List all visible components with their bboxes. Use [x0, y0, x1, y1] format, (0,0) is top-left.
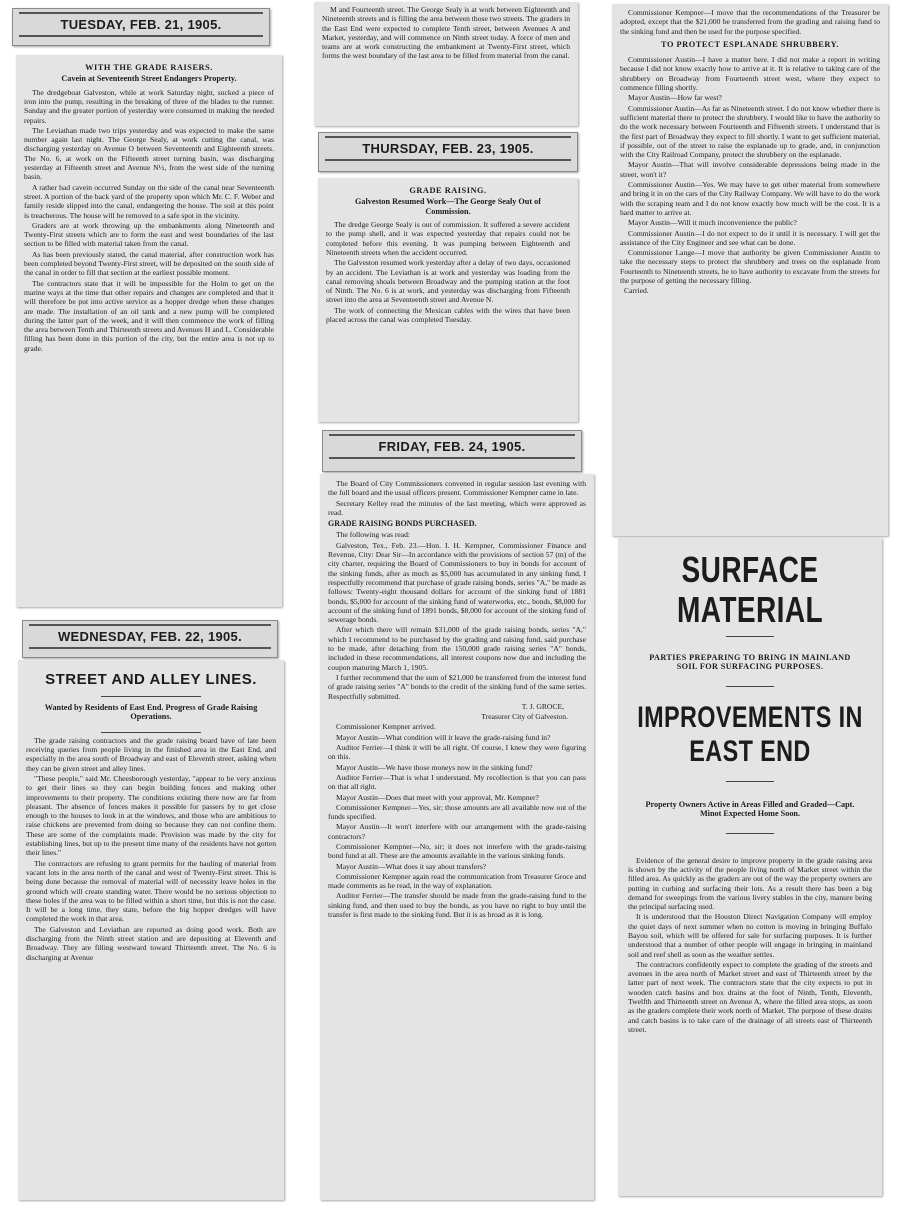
paragraph: It is understood that the Houston Direct Navigation Company will employ the quiet days of next summer when no cotton is moving in bringing Buffalo Bayou soil, which will be offered for sale for surfacing purposes. It is further understood that a number of other people will engage in bringing in mainland soil and reef shell as soon as the weather settles.	[628, 912, 872, 959]
paragraph: Mayor Austin—That will involve considerable depressions being made in the street, won't it?	[620, 160, 880, 179]
paragraph: The Board of City Commissioners convened in regular session last evening with the full board and the usual officers present. Commissioner Kempner came in late.	[328, 479, 586, 498]
paragraph: Secretary Kelley read the minutes of the last meeting, which were approved as read.	[328, 498, 586, 517]
paragraph: Commissioner Kempner—Yes, sir; those amounts are all available now out of the funds specified.	[328, 802, 586, 822]
paragraph: Mayor Austin—How far west?	[628, 93, 722, 103]
divider	[726, 686, 775, 687]
article-headline: SURFACE MATERIAL	[676, 549, 824, 630]
section-heading: GRADE RAISING BONDS PURCHASED.	[328, 519, 477, 529]
paragraph: Mayor Austin—Does that meet with your approval, Mr. Kempner?	[336, 792, 539, 802]
date-header-text: FRIDAY, FEB. 24, 1905.	[329, 434, 575, 459]
paragraph: Galveston, Tex., Feb. 23.—Hon. I. H. Kempner, Commissioner Finance and Revenue, City: Dear Sir—In accordance with the provisions of section 57 (m) of the city charter, requiring the Board of Commissioners to buy in bonds for account of the sinking funds, after as much as $5,000 has accumulated in any sinking fund, I respectfully recommend that purchase of grade raising bonds, series "A," be made as follows: Twenty-eight thousand dollars for account of the sinking fund of 1881 bonds, $5,000 for account of the sinking fund of waterworks, etc., bonds, $8,000 for account of the sinking fund of 1891 bonds, $8,000 for account of the sinking fund of sewerage bonds.	[328, 540, 586, 625]
divider	[726, 781, 775, 782]
paragraph: The contractors are refusing to grant permits for the hauling of material from vacant lots in the area north of the canal and west of Twenty-First street. This is being done because the removal of material will of necessity leave holes in the ground which will create standing water. There would be no serious objection to these holes if the area was to be filled within a short time, but this is not the case. It will be a long time, they state, before the big hopper dredges will have completed the work in that area.	[26, 858, 276, 924]
article-grade-raisers	[16, 55, 282, 607]
paragraph: Graders are at work throwing up the embankments along Nineteenth and Twenty-First streets which are to form the east and west boundaries of the last section to be filled with material taken from the canal.	[24, 220, 274, 249]
paragraph: Commissioner Austin—Yes. We may have to get other material from somewhere and bring it in on the cars of the City Railway Company. We will have to do the work with the scraping team and I do not know exactly how much will be the cost. It is a hard matter to arrive at.	[620, 180, 880, 217]
article-esplanade-shrubbery	[612, 4, 888, 536]
signature-title: Treasurer City of Galveston.	[481, 712, 568, 722]
article-subheadline: Cavein at Seventeenth Street Endangers Property.	[61, 74, 237, 84]
article-street-alley-lines	[18, 660, 284, 1200]
article-subheadline: Property Owners Active in Areas Filled and Graded—Capt. Minot Expected Home Soon.	[645, 799, 855, 819]
divider	[726, 636, 775, 637]
article-surface-material	[618, 538, 882, 1196]
paragraph: Auditor Ferrier—The transfer should be made from the grade-raising fund to the sinking fund, and then used to buy the bonds, as you have no right to buy until the transfer is first made to the sinking fund. But it is as broad as it is long.	[328, 891, 586, 920]
paragraph: Commissioner Austin—I have a matter here. I did not make a report in writing because I did not know exactly how to arrive at it. It is relative to taking care of the shrubbery on Broadway from Fourteenth street west, where they expect to commence filling shortly.	[620, 55, 880, 93]
paragraph: Auditor Ferrier—That is what I understand. My recollection is that you can pass on that all right.	[328, 772, 586, 792]
article-headline: IMPROVEMENTS IN EAST END	[637, 700, 863, 768]
article-headline: GRADE RAISING.	[409, 186, 487, 195]
divider	[726, 833, 775, 834]
paragraph: Carried.	[624, 286, 649, 296]
date-header-tuesday	[12, 8, 270, 46]
article-continued-top	[314, 2, 578, 126]
paragraph: The grade raising contractors and the grade raising board have of late been receiving queries from people living in the finished area in the East End, and especially in the area south of Broadway and east of Eleventh street, asking when they can be given street and alley lines.	[26, 735, 276, 773]
article-grade-raising	[318, 178, 578, 422]
paragraph: The Leviathan made two trips yesterday and was expected to make the same number again last night. The George Sealy, at work cutting the canal, was discharging yesterday on Avenue O between Seventeenth and Eighteenth streets. The No. 6, at work on the Fifteenth street turning basin, was discharging yesterday at Fifteenth street and Avenue N½, from the west side of the turning basin.	[24, 125, 274, 182]
paragraph: The dredge George Sealy is out of commission. It suffered a severe accident to the pump shell, and it was expected yesterday that repairs could not be completed before this evening. It was pumping between Eighteenth and Nineteenth streets when the accident occurred.	[326, 220, 570, 257]
paragraph: Commissioner Austin—As far as Nineteenth street. I do not know whether there is sufficient material there to protect the shrubbery. I would like to have the authority to do the work necessary between Fourteenth and Fifteenth streets. I understand that is the first part of Broadway they expect to fill shortly. I want to get sufficient material, if possible, out of the street to raise the esplanade up to grade, and, in conjunction with the City Railroad Company, protect the shrubbery on the esplanade.	[620, 103, 880, 160]
paragraph: Mayor Austin—It won't interfere with our arrangement with the grade-raising contractors?	[328, 822, 586, 841]
paragraph: Mayor Austin—We have those moneys now in the sinking fund?	[336, 762, 533, 772]
date-header-text: WEDNESDAY, FEB. 22, 1905.	[29, 624, 271, 649]
paragraph: Commissioner Kempner arrived.	[336, 722, 436, 732]
date-header-thursday	[318, 132, 578, 172]
paragraph: M and Fourteenth street. The George Sealy is at work between Eighteenth and Nineteenth streets and is filling the area between those two streets. The graders in the East End were expected to complete Tenth street, between Avenues A and Market, yesterday, and will commence on Ninth street today. A force of men and teams are at work constructing the embankment at Twenty-First street, which forms the west boundary of the last area to be filled from material from the canal.	[322, 5, 570, 61]
article-city-commissioners	[320, 474, 594, 1200]
paragraph: After which there will remain $31,000 of the grade raising bonds, series "A," which I recommend to be purchased by the grading and raising fund, said purchase to be made, after detaching from the 150,000 grade raising series "A" bonds, included in these recommendations, all interest coupons now due and including the coupon maturing March 1, 1905.	[328, 625, 586, 672]
date-header-friday	[322, 430, 582, 472]
paragraph: Mayor Austin—What does it say about transfers?	[336, 861, 487, 871]
paragraph: The Galveston and Leviathan are reported as doing good work. Both are discharging from the Ninth street station and are depositing at Eleventh and Broadway. They are filling westward toward Thirteenth street. The No. 6 is discharging at Avenue	[26, 924, 276, 962]
paragraph: Mayor Austin—Will it much inconvenience the public?	[628, 218, 797, 228]
article-subheadline: Wanted by Residents of East End. Progress of Grade Raising Operations.	[44, 703, 258, 722]
article-subheadline: PARTIES PREPARING TO BRING IN MAINLAND SOIL FOR SURFACING PURPOSES.	[649, 653, 851, 672]
paragraph: Commissioner Lange—I move that authority be given Commissioner Austin to take the necessary steps to protect the shrubbery and trees on the esplanade from Fourteenth to Nineteenth streets, he to have authority to excavate from the streets for the purpose of getting the necessary filling.	[620, 248, 880, 286]
paragraph: Evidence of the general desire to improve property in the grade raising area is shown by the activity of the people living north of Market street within the filled area. As quickly as the graders are out of the way the property owners are putting in curbing and surfacing their lots. As a result there has been a big demand for sweepings from the various livery stables in the city, manure being the principal surfacing used.	[628, 855, 872, 912]
article-headline: WITH THE GRADE RAISERS.	[85, 63, 213, 72]
date-header-text: THURSDAY, FEB. 23, 1905.	[325, 136, 571, 161]
signature-name: T. J. GROCE,	[521, 701, 564, 711]
paragraph: Commissioner Kempner—I move that the recommendations of the Treasurer be adopted, except that the $21,000 be transferred from the grading and raising fund to the sinking fund and then be used for the purpose specified.	[620, 8, 880, 36]
paragraph: Commissioner Kempner—No, sir; it does not interfere with the grade-raising bond fund at all. These are the amounts available in the various sinking funds.	[328, 841, 586, 861]
section-heading: TO PROTECT ESPLANADE SHRUBBERY.	[661, 39, 839, 49]
paragraph: Commissioner Kempner again read the communication from Treasurer Groce and made comments as he read, in the way of explanation.	[328, 871, 586, 891]
paragraph: Auditor Ferrier—I think it will be all right. Of course, I knew they were figuring on this.	[328, 743, 586, 762]
date-header-text: TUESDAY, FEB. 21, 1905.	[19, 12, 263, 37]
divider	[101, 696, 201, 697]
paragraph: A rather bad cavein occurred Sunday on the side of the canal near Seventeenth street. A portion of the back yard of the property upon which Mr. C. F. Weber and family reside slipped into the canal, endangering the house. The soil at this point is treacherous. The house will be removed to a safe spot in the vicinity.	[24, 182, 274, 220]
paragraph: "These people," said Mr. Cheesborough yesterday, "appear to be very anxious to get their lines so they can begin building fences and making other improvements to their property. The conditions existing there now are far from pleasant. The absence of fences makes it possible for passers by to get close enough to the houses to look in at the windows, and those who are ambitious to raise chickens are prevented from doing so because they can not confine them. These are some of the complaints made. Provision was made by the city for establishing lines, but up to the present time many of the residents have not gotten their lines."	[26, 774, 276, 858]
paragraph: The following was read:	[336, 530, 411, 540]
paragraph: Commissioner Austin—I do not expect to do it until it is necessary. I will get the assistance of the City Engineer and see what can be done.	[620, 228, 880, 247]
paragraph: The contractors state that it will be impossible for the Holm to get on the marine ways at the time that other repairs and changes are completed and that it will therefore be put into active service as a hopper dredge when these changes are made. The installation of an oil tank and a new pump will be completed during the latter part of the week, and it will then commence the work of filling the area between Tenth and Thirteenth streets and Avenues H and L. Considerable filling has been done in this portion of the city, but the entire area is not up to grade.	[24, 278, 274, 353]
article-subheadline: Galveston Resumed Work—The George Sealy Out of Commission.	[355, 197, 541, 216]
date-header-wednesday	[22, 620, 278, 658]
paragraph: I further recommend that the sum of $21,000 be transferred from the interest fund of grade raising series "A" bonds to the credit of the sinking fund of the same series. Respectfully submitted.	[328, 672, 586, 701]
divider	[101, 732, 201, 733]
paragraph: The dredgeboat Galveston, while at work Saturday night, sucked a piece of iron into the pump, resulting in the breaking of three of the blades to the runner. Sunday and the greater portion of yesterday were consumed in making the needed repairs.	[24, 87, 274, 125]
article-headline: STREET AND ALLEY LINES.	[45, 671, 257, 688]
paragraph: The contractors confidently expect to complete the grading of the streets and avenues in the area north of Market street and east of Thirteenth street by the latter part of next week. The contractors state that the city expects to put in wooden catch basins and box drains at the foot of Ninth, Tenth, Eleventh, Twelfth and Thirteenth street on Avenue A, where the filled area stops, as soon as the graders complete their work north of Market. The purpose of these drains and catch basins is to take care of the drainage of all streets east of Thirteenth street.	[628, 959, 872, 1034]
paragraph: Mayor Austin—What condition will it leave the grade-raising fund in?	[336, 732, 551, 742]
paragraph: The Galveston resumed work yesterday after a delay of two days, occasioned by an accident. The Leviathan is at work and yesterday was loading from the canal removing shoals between Broadway and the pumping station at the foot of Ninth. The No. 6 is at work, and yesterday was discharging from Fifteenth street into the area at Seventeenth street and Avenue N.	[326, 258, 570, 305]
paragraph: The work of connecting the Mexican cables with the wires that have been placed across the canal was completed Tuesday.	[326, 305, 570, 325]
paragraph: As has been previously stated, the canal material, after construction work has been completed beyond Twenty-First street, will be deposited on the south side of the canal in order to fill that section at the earliest possible moment.	[24, 249, 274, 278]
